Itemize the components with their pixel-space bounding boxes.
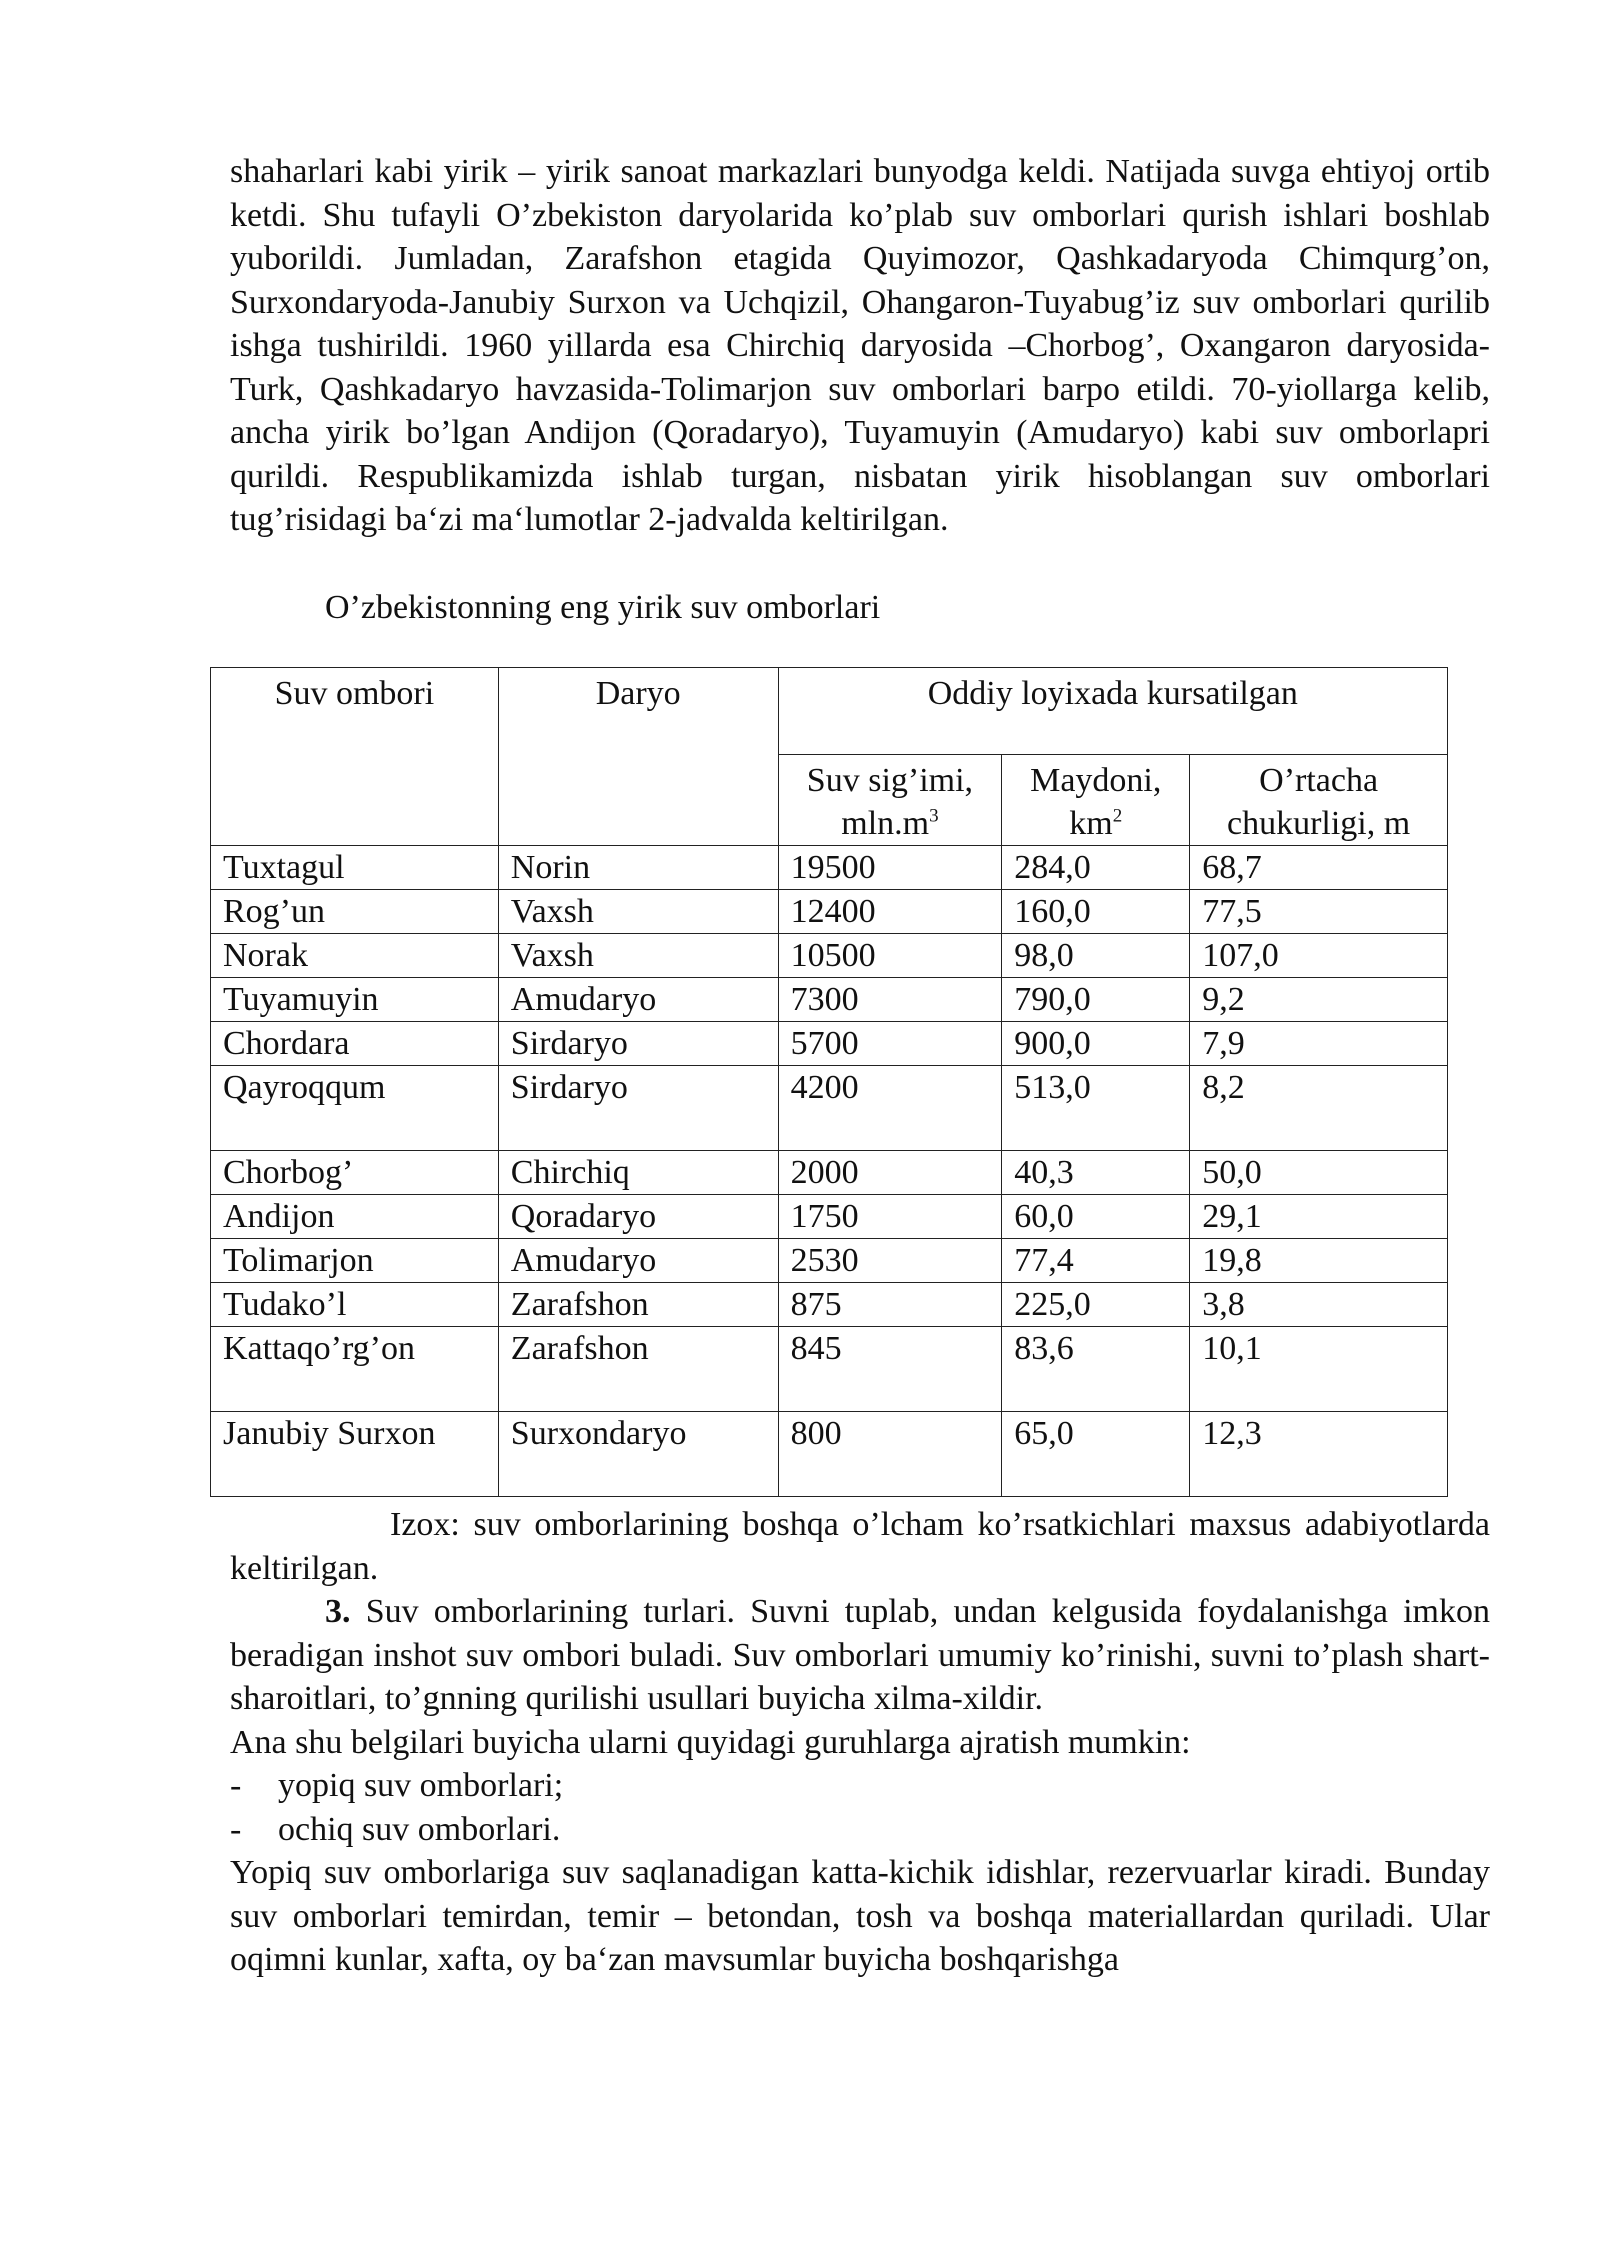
cell-volume: 2000 xyxy=(778,1151,1002,1195)
cell-reservoir: Andijon xyxy=(211,1195,499,1239)
cell-reservoir: Chordara xyxy=(211,1022,499,1066)
table-row xyxy=(211,1066,1448,1151)
bullet-dash: - xyxy=(230,1767,242,1804)
section-text: Suv omborlarining turlari. Suvni tuplab, undan kelgusida foydalanishga imkon beradigan inshot suv ombori buladi. Suv omborlari umumiy ko’rinishi, suvni to’plash shart-sharoitlari, to’gnning qurilishi usullari buyicha xilma-xildir. xyxy=(230,1593,1490,1717)
header-volume xyxy=(778,755,1002,846)
cell-depth: 10,1 xyxy=(1190,1327,1448,1412)
cell-area: 284,0 xyxy=(1002,846,1190,890)
cell-volume: 845 xyxy=(778,1327,1002,1412)
header-volume-label: Suv sig’imi, xyxy=(806,762,974,799)
cell-reservoir: Rog’un xyxy=(211,890,499,934)
header-reservoir: Suv ombori xyxy=(211,668,499,846)
list-item xyxy=(230,1808,1490,1852)
bullet-dash: - xyxy=(230,1810,242,1848)
cell-reservoir: Janubiy Surxon xyxy=(211,1412,499,1497)
table-row xyxy=(211,934,1448,978)
cell-river: Vaxsh xyxy=(498,934,778,978)
cell-area: 160,0 xyxy=(1002,890,1190,934)
cell-depth: 12,3 xyxy=(1190,1412,1448,1497)
table-row xyxy=(211,1327,1448,1412)
table-caption: O’zbekistonning eng yirik suv omborlari xyxy=(325,588,881,626)
header-area-unit xyxy=(1014,802,1177,845)
volume-unit-superscript: 3 xyxy=(929,805,939,827)
cell-area: 83,6 xyxy=(1002,1327,1190,1412)
cell-volume: 12400 xyxy=(778,890,1002,934)
section-number: 3. xyxy=(325,1593,351,1630)
cell-area: 98,0 xyxy=(1002,934,1190,978)
list-item-text: yopiq suv omborlari; xyxy=(278,1767,564,1804)
cell-reservoir: Qayroqqum xyxy=(211,1066,499,1151)
cell-area: 60,0 xyxy=(1002,1195,1190,1239)
cell-volume: 4200 xyxy=(778,1066,1002,1151)
table-body xyxy=(211,846,1448,1497)
reservoirs-table xyxy=(210,667,1448,1497)
cell-area: 40,3 xyxy=(1002,1151,1190,1195)
cell-depth: 29,1 xyxy=(1190,1195,1448,1239)
cell-reservoir: Tudako’l xyxy=(211,1283,499,1327)
table-row xyxy=(211,1239,1448,1283)
cell-depth: 77,5 xyxy=(1190,890,1448,934)
document-page xyxy=(223,150,1490,1982)
header-area xyxy=(1002,755,1190,846)
cell-river: Vaxsh xyxy=(498,890,778,934)
table-row xyxy=(211,1195,1448,1239)
table-row xyxy=(211,1022,1448,1066)
cell-depth: 8,2 xyxy=(1190,1066,1448,1151)
cell-river: Norin xyxy=(498,846,778,890)
cell-river: Surxondaryo xyxy=(498,1412,778,1497)
cell-volume: 19500 xyxy=(778,846,1002,890)
cell-reservoir: Tuxtagul xyxy=(211,846,499,890)
header-river: Daryo xyxy=(498,668,778,846)
cell-river: Sirdaryo xyxy=(498,1066,778,1151)
cell-reservoir: Kattaqo’rg’on xyxy=(211,1327,499,1412)
table-header-row xyxy=(211,668,1448,755)
cell-volume: 10500 xyxy=(778,934,1002,978)
area-unit-text: km xyxy=(1069,805,1113,842)
header-area-label: Maydoni, xyxy=(1030,762,1162,799)
cell-volume: 5700 xyxy=(778,1022,1002,1066)
table-row xyxy=(211,1151,1448,1195)
cell-reservoir: Norak xyxy=(211,934,499,978)
cell-depth: 50,0 xyxy=(1190,1151,1448,1195)
cell-reservoir: Tolimarjon xyxy=(211,1239,499,1283)
cell-area: 65,0 xyxy=(1002,1412,1190,1497)
table-row xyxy=(211,846,1448,890)
closing-paragraph: Yopiq suv omborlariga suv saqlanadigan katta-kichik idishlar, rezervuarlar kiradi. Bunday suv omborlari temirdan, temir – betondan, tosh va boshqa materiallardan quriladi. Ular oqimni kunlar, xafta, oy ba‘zan mavsumlar buyicha boshqarishga xyxy=(230,1854,1490,1978)
header-volume-unit xyxy=(791,802,990,845)
cell-reservoir: Chorbog’ xyxy=(211,1151,499,1195)
cell-area: 790,0 xyxy=(1002,978,1190,1022)
section-followup: Ana shu belgilari buyicha ularni quyidagi guruhlarga ajratish mumkin: xyxy=(230,1723,1191,1761)
list-item xyxy=(230,1764,1490,1808)
volume-unit-text: mln.m xyxy=(841,805,930,842)
cell-volume: 800 xyxy=(778,1412,1002,1497)
header-depth-unit: chukurligi, m xyxy=(1227,805,1411,842)
cell-depth: 7,9 xyxy=(1190,1022,1448,1066)
cell-river: Sirdaryo xyxy=(498,1022,778,1066)
cell-depth: 107,0 xyxy=(1190,934,1448,978)
section-paragraph xyxy=(230,1590,1490,1721)
intro-paragraph: shaharlari kabi yirik – yirik sanoat markazlari bunyodga keldi. Natijada suvga ehtiyoj ortib ketdi. Shu tufayli O’zbekiston daryolarida ko’plab suv omborlari qurish ishlari boshlab yuborildi. Jumladan, Zarafshon etagida Quyimozor, Qashkadaryoda Chimqurg’on, Surxondaryoda-Janubiy Surxon va Uchqizil, Ohangaron-Tuyabug’iz suv omborlari qurilib ishga tushirildi. 1960 yillarda esa Chirchiq daryosida –Chorbog’, Oxangaron daryosida-Turk, Qashkadaryo havzasida-Tolimarjon suv omborlari barpo etildi. 70-yiollarga kelib, ancha yirik bo’lgan Andijon (Qoradaryo), Tuyamuyin (Amudaryo) kabi suv omborlapri qurildi. Respublikamizda ishlab turgan, nisbatan yirik hisoblangan suv omborlari tug’risidagi ba‘zi ma‘lumotlar 2-jadvalda keltirilgan. xyxy=(230,153,1490,538)
cell-river: Amudaryo xyxy=(498,978,778,1022)
cell-area: 225,0 xyxy=(1002,1283,1190,1327)
cell-area: 513,0 xyxy=(1002,1066,1190,1151)
cell-river: Chirchiq xyxy=(498,1151,778,1195)
table-note: Izox: suv omborlarining boshqa o’lcham ko’rsatkichlari maxsus adabiyotlarda keltirilgan. xyxy=(230,1506,1490,1587)
cell-river: Zarafshon xyxy=(498,1283,778,1327)
header-depth xyxy=(1190,755,1448,846)
table-row xyxy=(211,1412,1448,1497)
cell-volume: 7300 xyxy=(778,978,1002,1022)
table-row xyxy=(211,1283,1448,1327)
cell-volume: 875 xyxy=(778,1283,1002,1327)
table-row xyxy=(211,890,1448,934)
header-depth-label: O’rtacha xyxy=(1259,762,1379,799)
cell-depth: 19,8 xyxy=(1190,1239,1448,1283)
cell-river: Amudaryo xyxy=(498,1239,778,1283)
cell-depth: 3,8 xyxy=(1190,1283,1448,1327)
list-item-text: ochiq suv omborlari. xyxy=(278,1810,561,1848)
cell-depth: 9,2 xyxy=(1190,978,1448,1022)
header-design-group: Oddiy loyixada kursatilgan xyxy=(778,668,1447,755)
cell-river: Qoradaryo xyxy=(498,1195,778,1239)
table-row xyxy=(211,978,1448,1022)
cell-volume: 2530 xyxy=(778,1239,1002,1283)
cell-depth: 68,7 xyxy=(1190,846,1448,890)
cell-volume: 1750 xyxy=(778,1195,1002,1239)
cell-area: 900,0 xyxy=(1002,1022,1190,1066)
cell-reservoir: Tuyamuyin xyxy=(211,978,499,1022)
cell-river: Zarafshon xyxy=(498,1327,778,1412)
area-unit-superscript: 2 xyxy=(1112,805,1123,827)
cell-area: 77,4 xyxy=(1002,1239,1190,1283)
